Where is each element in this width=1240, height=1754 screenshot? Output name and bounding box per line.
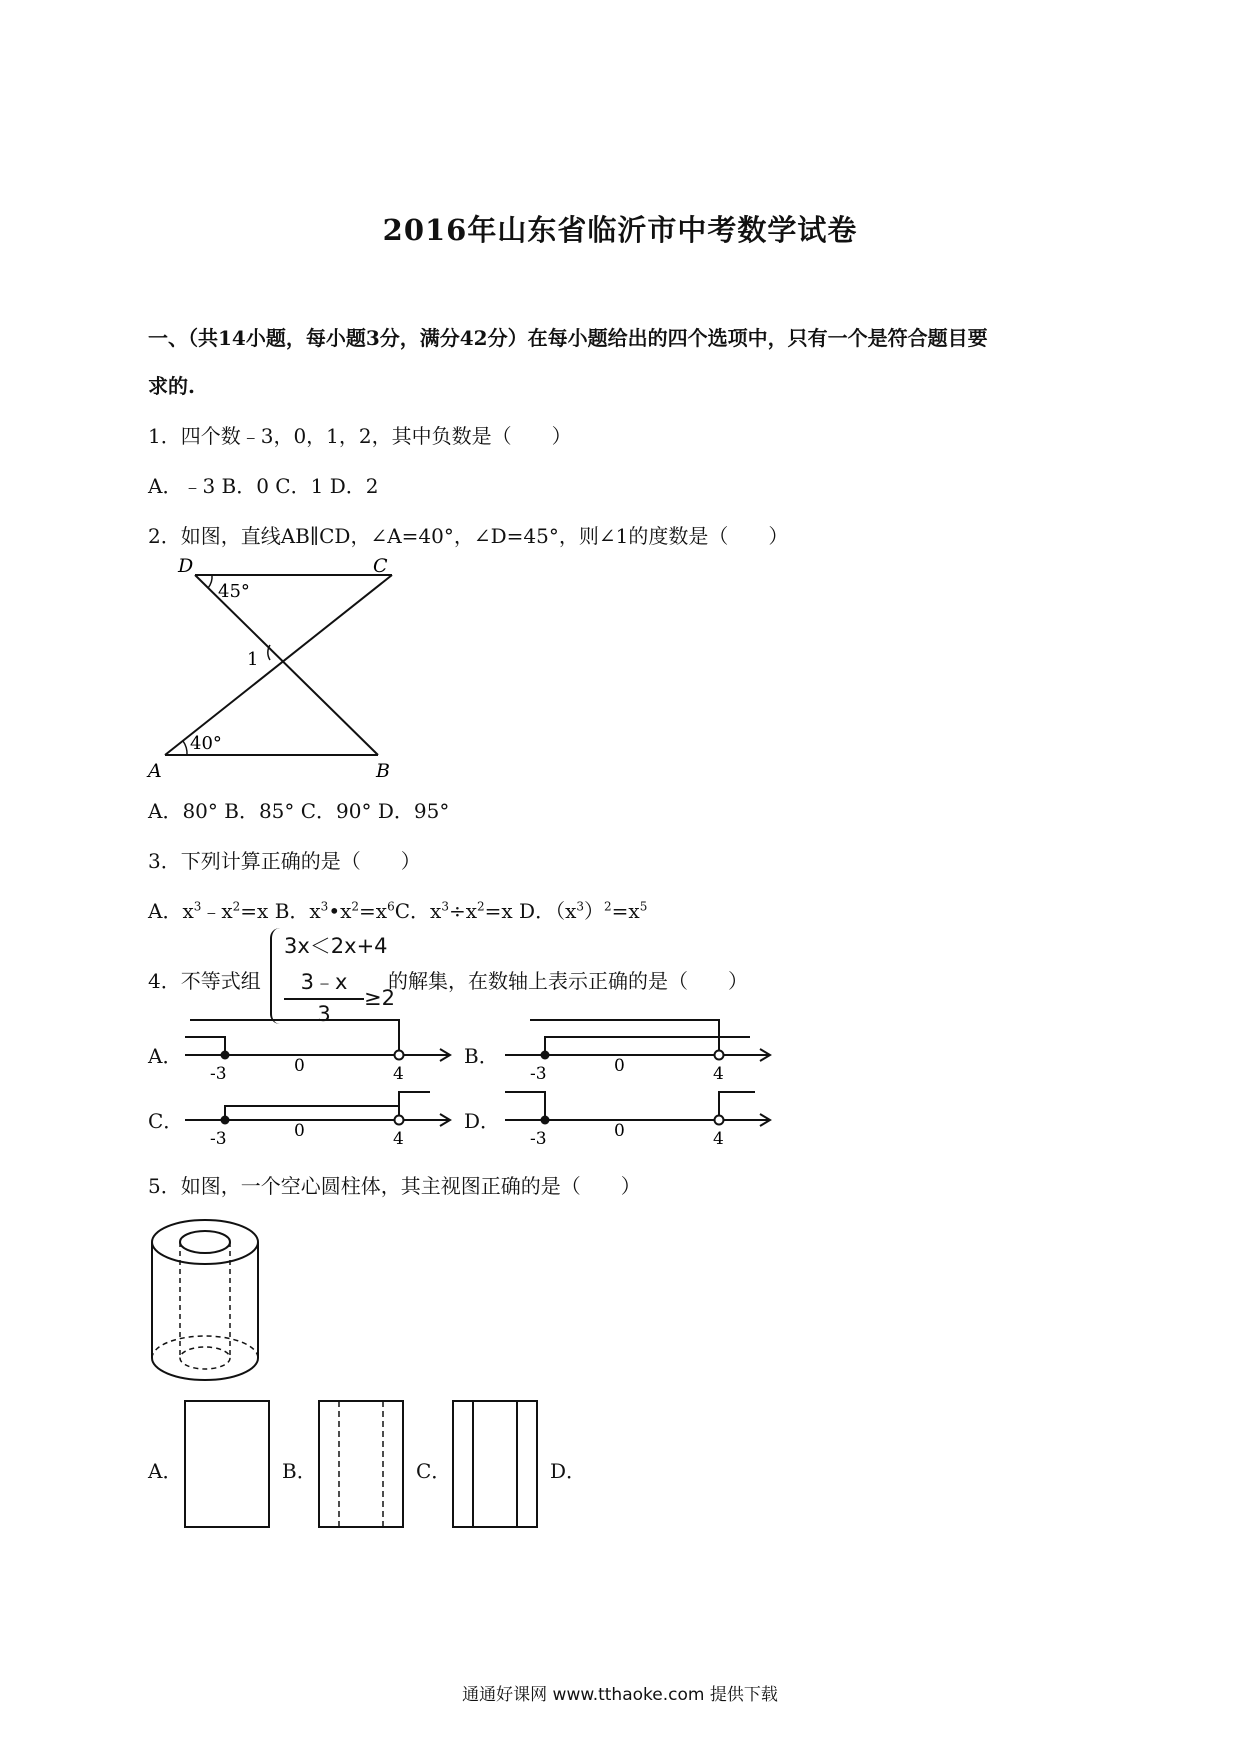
page-title: 2016年山东省临沂市中考数学试卷 [382,213,858,247]
tick-4: 4 [393,1064,404,1084]
angle-1-label: 1 [247,649,259,670]
angle-d-arc [208,575,212,588]
tick-neg3: -3 [530,1064,547,1084]
front-view-option-c [452,1400,538,1528]
question-5-option-a-label: A． [148,1459,183,1483]
question-4-option-b-label: B． [464,1044,499,1068]
question-5-option-d-label: D． [550,1459,587,1483]
question-1-options: A．﹣3 B．0 C．1 D．2 [148,474,379,498]
open-dot [715,1051,724,1060]
question-1-stem: 1．四个数﹣3，0，1，2，其中负数是（ ） [148,424,572,448]
inequality-2-relation: ≥2 [364,986,395,1010]
tick-0: 0 [294,1121,305,1141]
open-dot [395,1116,404,1125]
section-heading-line1: 一、（共14小题，每小题3分，满分42分）在每小题给出的四个选项中，只有一个是符合题目要 [148,326,988,350]
open-dot [395,1051,404,1060]
number-line-option-b [500,1015,780,1085]
segment [225,1106,399,1120]
line-db [195,575,378,755]
label-b: B [376,760,390,782]
question-4-suffix: 的解集，在数轴上表示正确的是（ ） [388,969,748,993]
ray-left [505,1092,545,1120]
number-line-option-d [500,1080,780,1150]
parallel-lines-figure [140,555,410,785]
fraction-numerator: 3﹣x [284,966,364,1000]
question-4-prefix: 4．不等式组 [148,969,261,993]
label-c: C [373,555,388,577]
tick-neg3: -3 [210,1064,227,1084]
inner-top [180,1231,230,1253]
outer-top [152,1220,258,1264]
section-heading-line2: 求的. [148,374,195,398]
line-ac [165,575,392,755]
rect [319,1401,403,1527]
tick-4: 4 [393,1129,404,1149]
tick-0: 0 [294,1056,305,1076]
inner-bottom [180,1347,230,1369]
number-line-option-c [180,1080,460,1150]
angle-a-label: 40° [190,733,222,754]
tick-4: 4 [713,1064,724,1084]
rect [185,1401,269,1527]
question-5-stem: 5．如图，一个空心圆柱体，其主视图正确的是（ ） [148,1174,641,1198]
question-5-option-b-label: B． [282,1459,317,1483]
ray-left [185,1037,225,1055]
ray-right [719,1092,755,1120]
tick-0: 0 [614,1056,625,1076]
closed-dot [221,1051,230,1060]
closed-dot [221,1116,230,1125]
question-5-option-c-label: C． [416,1459,452,1483]
inequality-1: 3x＜2x+4 [284,934,388,958]
question-3-stem: 3．下列计算正确的是（ ） [148,849,421,873]
question-4-option-d-label: D． [464,1109,501,1133]
label-a: A [148,760,162,782]
question-3-options: A．$x^3﹣x^2=x$ B．$x^3•x^2=x^6C$．$x^3\div x^2=x$ D．$(x^3)^2=x^5$ [148,899,648,923]
hollow-cylinder-figure [140,1210,270,1400]
number-line-option-a [180,1015,460,1085]
closed-dot [541,1051,550,1060]
front-view-option-b [318,1400,404,1528]
label-d: D [178,555,194,577]
front-view-option-a [184,1400,270,1528]
angle-a-arc [183,741,187,755]
rect [453,1401,537,1527]
tick-0: 0 [614,1121,625,1141]
question-4-option-a-label: A． [148,1044,183,1068]
fraction-denominator: 3 [317,1002,331,1026]
tick-neg3: -3 [210,1129,227,1149]
ray-top [399,1092,430,1106]
question-2-options: A．80° B．85° C．90° D．95° [148,799,450,823]
question-4-option-c-label: C． [148,1109,184,1133]
tick-neg3: -3 [530,1129,547,1149]
footer: 通通好课网 www.tthaoke.com 提供下载 [462,1685,778,1705]
open-dot [715,1116,724,1125]
question-2-stem: 2．如图，直线AB∥CD，∠A=40°，∠D=45°，则∠1的度数是（ ） [148,524,789,548]
tick-4: 4 [713,1129,724,1149]
outer-bottom-back [152,1336,258,1358]
closed-dot [541,1116,550,1125]
angle-d-label: 45° [218,581,250,602]
